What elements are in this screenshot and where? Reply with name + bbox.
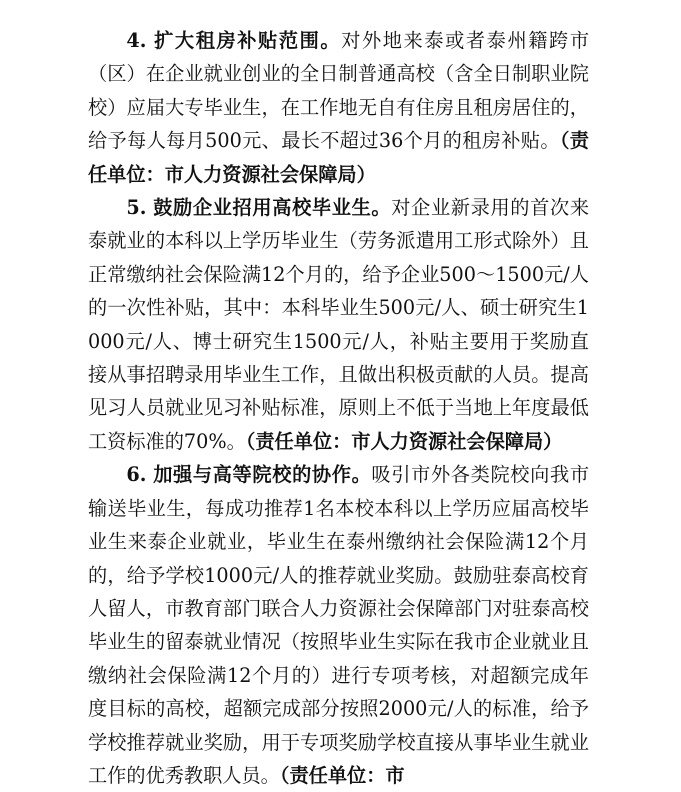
item-4 bbox=[88, 24, 589, 191]
item-5-responsibility: （责任单位：市人力资源社会保障局） bbox=[245, 429, 563, 453]
item-5-body: 对企业新录用的首次来泰就业的本科以上学历毕业生（劳务派遣用工形式除外）且正常缴纳社会保险满12个月的，给予企业500～1500元/人的一次性补贴，其中：本科毕业生500元/人、硕士研究生1000元/人、博士研究生1500元/人，补贴主要用于奖励直接从事招聘录用毕业生工作，且做出积极贡献的人员。提高见习人员就业见习补贴标准，原则上不低于当地上年度最低工资标准的70%。 bbox=[88, 196, 590, 453]
item-4-responsibility: （责任单位：市人力资源社会保障局） bbox=[88, 129, 589, 186]
item-5-number: 5. bbox=[126, 196, 147, 220]
item-4-title: 扩大租房补贴范围。 bbox=[154, 29, 342, 52]
item-6-responsibility: （责任单位：市 bbox=[279, 763, 405, 787]
item-5 bbox=[88, 191, 589, 458]
item-4-number: 4. bbox=[126, 29, 147, 52]
item-4-body: 对外地来泰或者泰州籍跨市（区）在企业就业创业的全日制普通高校（含全日制职业院校）应届大专毕业生，在工作地无自有住房且租房居住的，给予每人每月500元、最长不超过36个月的租房补贴。 bbox=[88, 29, 590, 153]
item-6-title: 加强与高等院校的协作。 bbox=[153, 463, 372, 487]
item-5-title: 鼓励企业招用高校毕业生。 bbox=[153, 196, 392, 220]
item-6-body: 吸引市外各类院校向我市输送毕业生，每成功推荐1名本校本科以上学历应届高校毕业生来泰企业就业，毕业生在泰州缴纳社会保险满12个月的，给予学校1000元/人的推荐就业奖励。鼓励驻泰高校育人留人，市教育部门联合人力资源社会保障部门对驻泰高校毕业生的留泰就业情况（按照毕业生实际在我市企业就业且缴纳社会保险满12个月的）进行专项考核，对超额完成年度目标的高校，超额完成部分按照2000元/人的标准，给予学校推荐就业奖励，用于专项奖励学校直接从事毕业生就业工作的优秀教职人员。 bbox=[88, 463, 590, 787]
item-6 bbox=[88, 458, 589, 792]
item-6-number: 6. bbox=[126, 463, 147, 487]
